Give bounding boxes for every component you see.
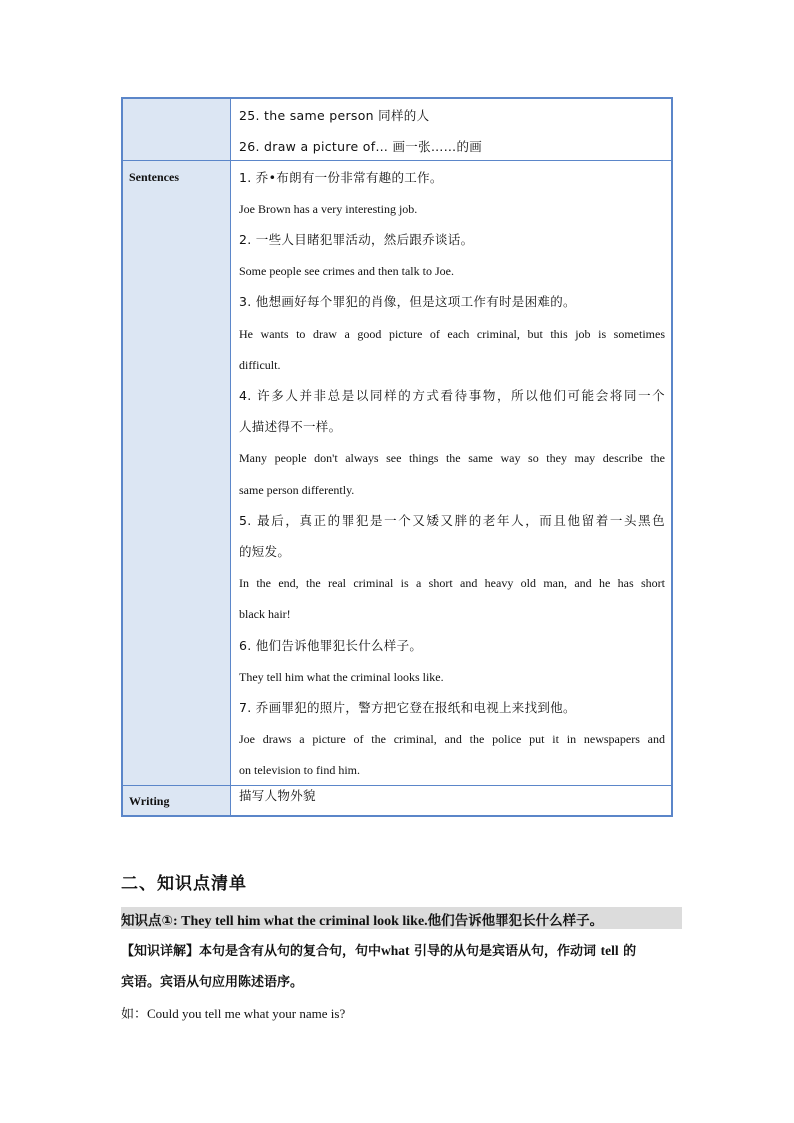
sentence-zh: 7. 乔画罪犯的照片，警方把它登在报纸和电视上来找到他。 [239,700,576,715]
writing-content-cell [231,786,671,815]
vocab-row [123,99,671,160]
vocab-header-cell [123,99,231,160]
detail-keyword: tell [600,943,619,958]
sentence-zh: 的短发。 [239,544,291,559]
sentence-en: on television to find him. [239,763,360,777]
section-title: 二、知识点清单 [121,874,247,894]
sentence-zh: 2. 一些人目睹犯罪活动，然后跟乔谈话。 [239,232,474,247]
sentence-zh: 4. 许多人并非总是以同样的方式看待事物，所以他们可能会将同一个 [239,388,665,403]
sentence-en: He wants to draw a good picture of each criminal, but this job is sometimes [239,327,665,341]
example-text: Could you tell me what your name is? [147,1006,346,1021]
writing-text: 描写人物外貌 [239,788,316,803]
detail-text: 【知识详解】本句是含有从句的复合句，句中 [121,944,382,959]
writing-header-cell [123,786,231,815]
detail-text: 的 [618,944,637,959]
example-prefix: 如： [121,1007,148,1022]
sentences-row [123,161,671,785]
sentence-en: Many people don't always see things the same way so they may describe the [239,451,665,465]
sentence-en: same person differently. [239,483,355,497]
sentence-zh: 1. 乔•布朗有一份非常有趣的工作。 [239,170,443,185]
detail-text: 引导的从句是宾语从句，作动词 [409,944,601,959]
detail-line-1 [121,940,636,959]
detail-keyword: what [381,943,410,958]
knowledge-point-english: : They tell him what the criminal look like. [172,914,428,929]
vocab-item: 25. the same person 同样的人 [239,108,430,123]
knowledge-point-label: 知识点① [121,913,173,929]
vocab-item: 26. draw a picture of… 画一张……的画 [239,139,483,154]
sentence-en: black hair! [239,607,291,621]
writing-header: Writing [129,794,170,808]
writing-row [123,786,671,815]
sentence-en: In the end, the real criminal is a short and heavy old man, and he has short [239,576,665,590]
sentences-header: Sentences [129,170,179,184]
sentence-en: They tell him what the criminal looks like. [239,670,444,684]
sentence-zh: 5. 最后，真正的罪犯是一个又矮又胖的老年人，而且他留着一头黑色 [239,513,665,528]
sentence-en: Joe Brown has a very interesting job. [239,202,418,216]
sentence-zh: 3. 他想画好每个罪犯的肖像，但是这项工作有时是困难的。 [239,294,576,309]
example-line [121,1003,345,1022]
knowledge-point-chinese: 他们告诉他罪犯长什么样子。 [427,913,604,929]
vocab-content-cell [231,99,671,160]
summary-table [121,97,673,817]
sentence-en: Some people see crimes and then talk to Joe. [239,264,454,278]
sentences-content-cell [231,161,671,785]
sentences-header-cell [123,161,231,785]
sentence-zh: 人描述得不一样。 [239,419,342,434]
knowledge-point [121,909,603,930]
sentence-en: difficult. [239,358,281,372]
sentence-en: Joe draws a picture of the criminal, and the police put it in newspapers and [239,732,665,746]
detail-line-2: 宾语。宾语从句应用陈述语序。 [121,975,304,990]
sentence-zh: 6. 他们告诉他罪犯长什么样子。 [239,638,423,653]
